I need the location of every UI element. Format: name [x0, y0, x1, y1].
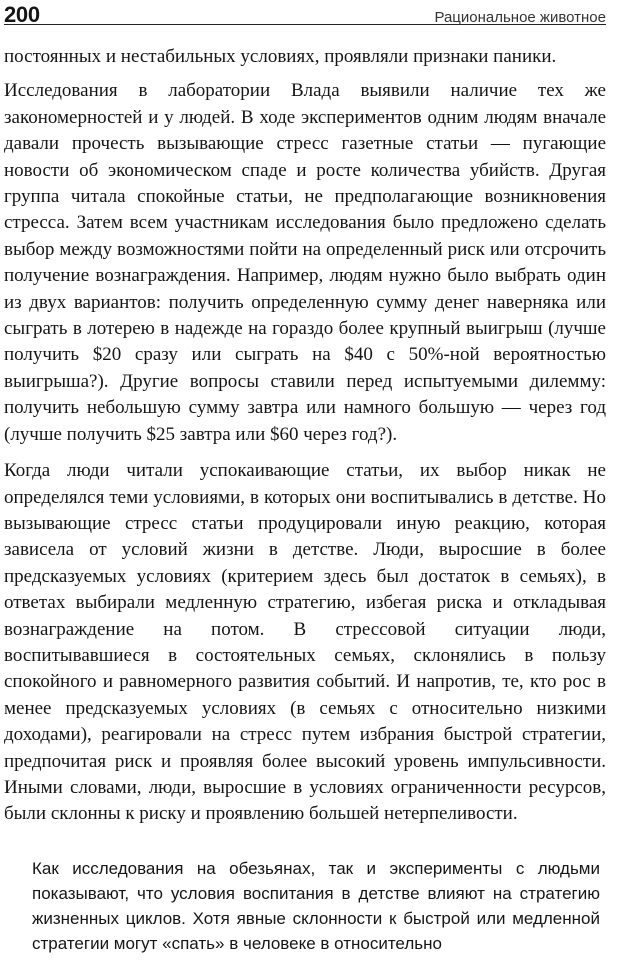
page-number: 200: [4, 2, 40, 27]
body-paragraph: Исследования в лаборатории Влада выявили наличие тех же закономерностей и у людей. В ходе экспериментов одним людям вначале давали прочесть вызывающие стресс газетные статьи — пугающие новости об экономическом спаде и росте количества убийств. Другая группа читала спокойные статьи, не предполагающие возникновения стресса. Затем всем участникам исследования было предложено сделать выбор между возможностями пойти на определенный риск или отсрочить получение вознаграждения. Например, людям нужно было выбрать один из двух вариантов: получить определенную сумму денег наверняка или сыграть в лотерею в надежде на гораздо более крупный выигрыш (лучше получить $20 сразу или сыграть на $40 с 50%-ной вероятностью выигрыша?). Другие вопросы ставили перед испытуемыми дилемму: получить небольшую сумму завтра или намного большую — через год (лучше получить $25 завтра или $60 через год?).: [4, 80, 606, 445]
body-paragraph: постоянных и нестабильных условиях, проявляли признаки паники.: [4, 46, 557, 67]
summary-callout: Как исследования на обезьянах, так и эксперименты с людьми показывают, что условия воспитания в детстве влияют на стратегию жизненных циклов. Хотя явные склонности к быстрой или медленной стратегии могут «спать» в человеке в относительно: [32, 858, 600, 954]
body-paragraph: Когда люди читали успокаивающие статьи, их выбор никак не определялся теми условиями, в которых они воспитывались в детстве. Но вызывающие стресс статьи продуцировали иную реакцию, которая зависела от условий жизни в детстве. Люди, выросшие в более предсказуемых условиях (критерием здесь был достаток в семьях), в ответах выбирали медленную стратегию, избегая риска и откладывая вознаграждение на потом. В стрессовой ситуации люди, воспитывавшиеся в состоятельных семьях, склонялись в пользу спокойного и равномерного развития событий. И напротив, те, кто рос в менее предсказуемых условиях (в семьях с относительно низкими доходами), реагировали на стресс путем избрания быстрой стратегии, предпочитая риск и проявляя более высокий уровень импульсивности. Иными словами, люди, выросшие в условиях ограниченности ресурсов, были склонны к риску и проявлению большей нетерпеливости.: [4, 460, 606, 825]
running-head: Рациональное животное: [434, 9, 606, 26]
page-header: [4, 2, 606, 25]
